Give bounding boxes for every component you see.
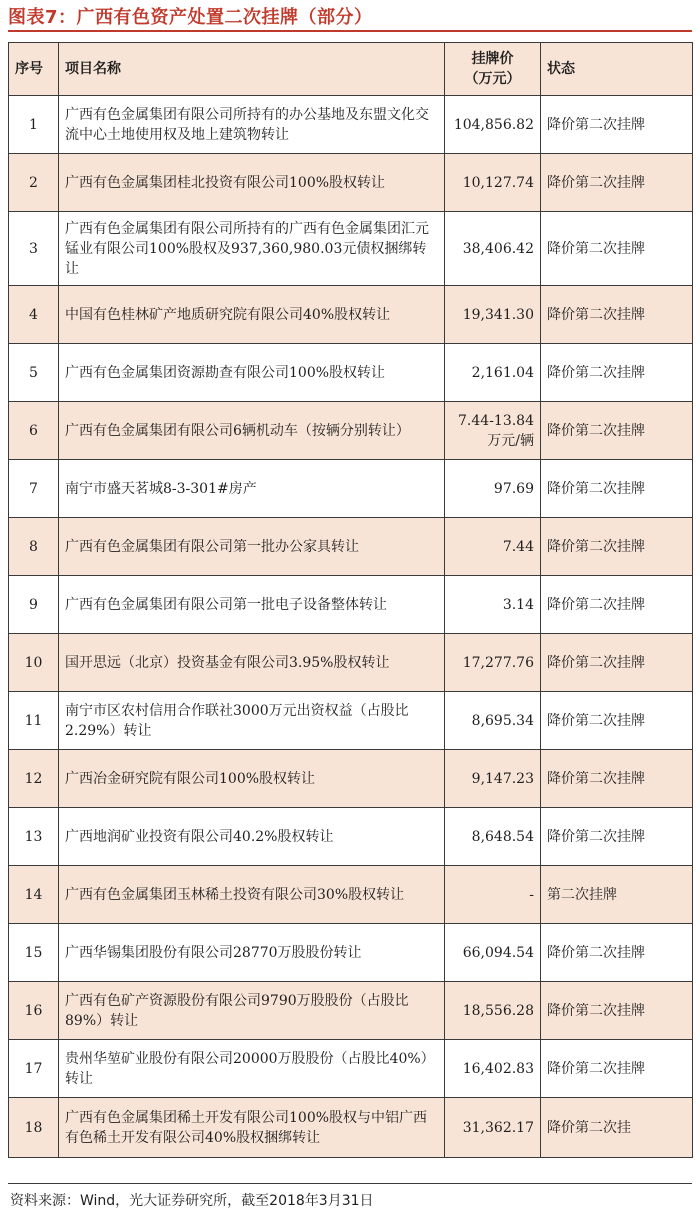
header-price bbox=[445, 43, 541, 96]
row-status: 降价第二次挂牌 bbox=[541, 518, 693, 576]
row-status: 降价第二次挂牌 bbox=[541, 286, 693, 344]
row-index: 16 bbox=[9, 982, 59, 1040]
row-status: 降价第二次挂牌 bbox=[541, 212, 693, 286]
row-name: 国开思远（北京）投资基金有限公司3.95%股权转让 bbox=[59, 634, 445, 692]
row-status: 降价第二次挂牌 bbox=[541, 924, 693, 982]
row-status: 降价第二次挂牌 bbox=[541, 96, 693, 154]
row-price: 3.14 bbox=[445, 576, 541, 634]
row-price: 38,406.42 bbox=[445, 212, 541, 286]
table-row bbox=[9, 1098, 693, 1158]
row-name: 广西有色金属集团玉林稀土投资有限公司30%股权转让 bbox=[59, 866, 445, 924]
row-index: 11 bbox=[9, 692, 59, 750]
row-index: 1 bbox=[9, 96, 59, 154]
row-status: 降价第二次挂牌 bbox=[541, 460, 693, 518]
table-row bbox=[9, 460, 693, 518]
row-price: 97.69 bbox=[445, 460, 541, 518]
table-row bbox=[9, 750, 693, 808]
table-row bbox=[9, 634, 693, 692]
row-price: 19,341.30 bbox=[445, 286, 541, 344]
row-status: 降价第二次挂牌 bbox=[541, 634, 693, 692]
row-status: 降价第二次挂牌 bbox=[541, 750, 693, 808]
row-index: 2 bbox=[9, 154, 59, 212]
header-price-line1: 挂牌价 bbox=[471, 51, 514, 67]
table-row bbox=[9, 576, 693, 634]
table-row bbox=[9, 286, 693, 344]
table-row bbox=[9, 518, 693, 576]
source-note: 资料来源：Wind，光大证券研究所，截至2018年3月31日 bbox=[10, 1193, 374, 1209]
row-index: 10 bbox=[9, 634, 59, 692]
header-index: 序号 bbox=[9, 43, 59, 96]
header-row bbox=[9, 43, 693, 96]
row-index: 18 bbox=[9, 1098, 59, 1158]
title-rule bbox=[8, 30, 692, 32]
row-price: 18,556.28 bbox=[445, 982, 541, 1040]
row-index: 3 bbox=[9, 212, 59, 286]
table-row bbox=[9, 402, 693, 460]
table-row bbox=[9, 154, 693, 212]
row-price: 2,161.04 bbox=[445, 344, 541, 402]
row-name: 贵州华堃矿业股份有限公司20000万股股份（占股比40%）转让 bbox=[59, 1040, 445, 1098]
row-index: 9 bbox=[9, 576, 59, 634]
row-status: 降价第二次挂牌 bbox=[541, 1040, 693, 1098]
row-price: 9,147.23 bbox=[445, 750, 541, 808]
row-price: - bbox=[445, 866, 541, 924]
table-row bbox=[9, 808, 693, 866]
row-index: 17 bbox=[9, 1040, 59, 1098]
table-row bbox=[9, 1040, 693, 1098]
row-name: 中国有色桂林矿产地质研究院有限公司40%股权转让 bbox=[59, 286, 445, 344]
row-index: 7 bbox=[9, 460, 59, 518]
row-index: 12 bbox=[9, 750, 59, 808]
row-price: 8,695.34 bbox=[445, 692, 541, 750]
row-status: 第二次挂牌 bbox=[541, 866, 693, 924]
row-name: 广西有色金属集团有限公司6辆机动车（按辆分别转让） bbox=[59, 402, 445, 460]
table-row bbox=[9, 692, 693, 750]
row-index: 8 bbox=[9, 518, 59, 576]
row-price: 66,094.54 bbox=[445, 924, 541, 982]
row-status: 降价第二次挂牌 bbox=[541, 808, 693, 866]
row-price: 104,856.82 bbox=[445, 96, 541, 154]
row-status: 降价第二次挂 bbox=[541, 1098, 693, 1158]
row-price: 7.44-13.84万元/辆 bbox=[445, 402, 541, 460]
row-status: 降价第二次挂牌 bbox=[541, 344, 693, 402]
row-index: 5 bbox=[9, 344, 59, 402]
figure-title: 图表7：广西有色资产处置二次挂牌（部分） bbox=[8, 7, 373, 28]
row-name: 广西有色金属集团稀土开发有限公司100%股权与中铝广西有色稀土开发有限公司40%股权捆绑转让 bbox=[59, 1098, 445, 1158]
header-status: 状态 bbox=[541, 43, 693, 96]
row-name: 广西有色金属集团有限公司所持有的办公基地及东盟文化交流中心土地使用权及地上建筑物转让 bbox=[59, 96, 445, 154]
row-name: 广西地润矿业投资有限公司40.2%股权转让 bbox=[59, 808, 445, 866]
row-status: 降价第二次挂牌 bbox=[541, 402, 693, 460]
table-row bbox=[9, 96, 693, 154]
row-name: 广西有色金属集团有限公司所持有的广西有色金属集团汇元锰业有限公司100%股权及937,360,980.03元债权捆绑转让 bbox=[59, 212, 445, 286]
header-price-line2: （万元） bbox=[464, 71, 521, 87]
header-name: 项目名称 bbox=[59, 43, 445, 96]
row-price: 10,127.74 bbox=[445, 154, 541, 212]
row-index: 6 bbox=[9, 402, 59, 460]
row-name: 南宁市区农村信用合作联社3000万元出资权益（占股比2.29%）转让 bbox=[59, 692, 445, 750]
row-index: 4 bbox=[9, 286, 59, 344]
row-status: 降价第二次挂牌 bbox=[541, 576, 693, 634]
row-name: 广西有色金属集团资源勘查有限公司100%股权转让 bbox=[59, 344, 445, 402]
row-index: 15 bbox=[9, 924, 59, 982]
table-row bbox=[9, 924, 693, 982]
row-name: 广西有色金属集团有限公司第一批电子设备整体转让 bbox=[59, 576, 445, 634]
row-name: 广西有色金属集团有限公司第一批办公家具转让 bbox=[59, 518, 445, 576]
table-row bbox=[9, 344, 693, 402]
row-name: 广西有色矿产资源股份有限公司9790万股股份（占股比89%）转让 bbox=[59, 982, 445, 1040]
row-status: 降价第二次挂牌 bbox=[541, 982, 693, 1040]
row-price: 17,277.76 bbox=[445, 634, 541, 692]
row-price: 8,648.54 bbox=[445, 808, 541, 866]
row-name: 广西有色金属集团桂北投资有限公司100%股权转让 bbox=[59, 154, 445, 212]
row-price: 16,402.83 bbox=[445, 1040, 541, 1098]
row-status: 降价第二次挂牌 bbox=[541, 154, 693, 212]
row-name: 广西华锡集团股份有限公司28770万股股份转让 bbox=[59, 924, 445, 982]
asset-disposal-table bbox=[8, 42, 693, 1158]
row-status: 降价第二次挂牌 bbox=[541, 692, 693, 750]
table-container bbox=[8, 42, 692, 1158]
row-index: 13 bbox=[9, 808, 59, 866]
table-row bbox=[9, 212, 693, 286]
row-price: 31,362.17 bbox=[445, 1098, 541, 1158]
row-name: 南宁市盛天茗城8-3-301#房产 bbox=[59, 460, 445, 518]
table-row bbox=[9, 866, 693, 924]
bottom-rule bbox=[8, 1183, 692, 1184]
row-name: 广西冶金研究院有限公司100%股权转让 bbox=[59, 750, 445, 808]
table-row bbox=[9, 982, 693, 1040]
row-index: 14 bbox=[9, 866, 59, 924]
row-price: 7.44 bbox=[445, 518, 541, 576]
